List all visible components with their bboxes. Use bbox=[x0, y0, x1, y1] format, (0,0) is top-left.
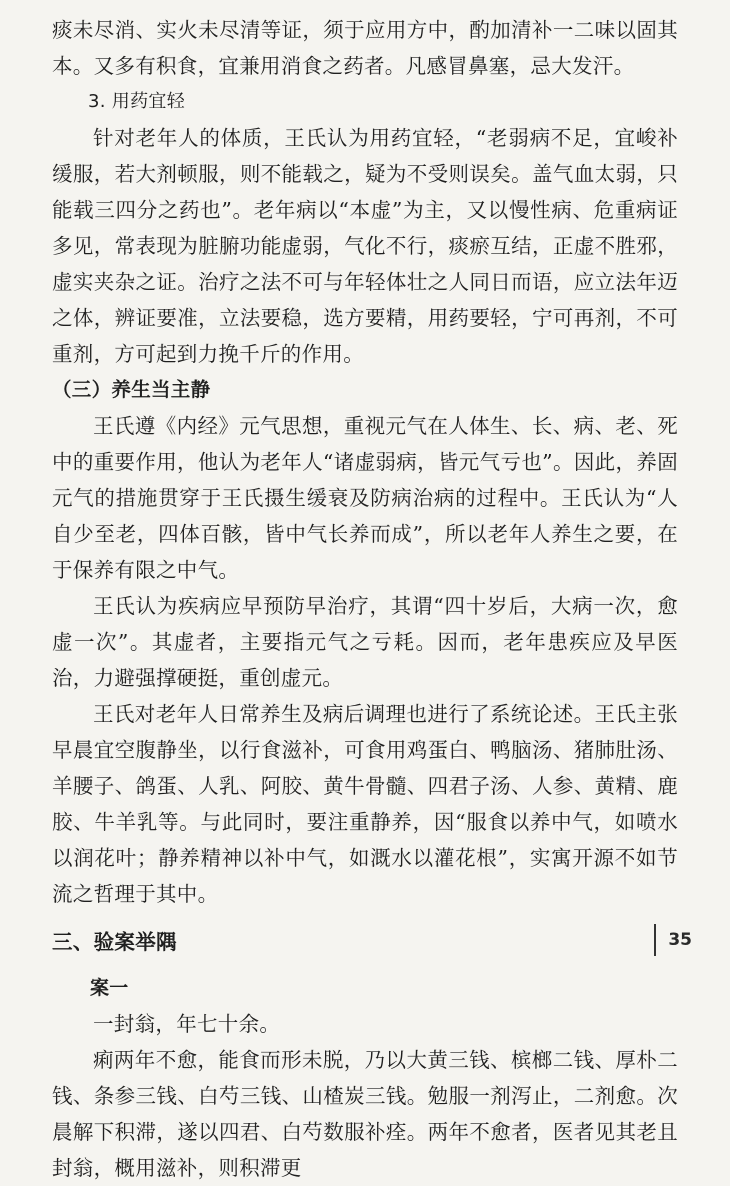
section-heading-nourish-stillness: （三）养生当主静 bbox=[52, 378, 211, 401]
page-footer bbox=[654, 925, 692, 955]
paragraph-case-detail: 痢两年不愈，能食而形未脱，乃以大黄三钱、槟榔二钱、厚朴二钱、条参三钱、白芍三钱、山楂炭三钱。勉服一剂泻止，二剂愈。次晨解下积滞，遂以四君、白芍数服补痊。两年不愈者，医者见其老且封翁，概用滋补，则积滞更 bbox=[52, 1048, 678, 1180]
paragraph-medication: 针对老年人的体质，王氏认为用药宜轻，“老弱病不足，宜峻补缓服，若大剂顿服，则不能载之，疑为不受则误矣。盖气血太弱，只能载三四分之药也”。老年病以“本虚”为主，又以慢性病、危重病证多见，常表现为脏腑功能虚弱，气化不行，痰瘀互结，正虚不胜邪，虚实夹杂之证。治疗之法不可与年轻体壮之人同日而语，应立法年迈之体，辨证要准，立法要稳，选方要精，用药要轻，宁可再剂，不可重剂，方可起到力挽千斤的作用。 bbox=[52, 126, 678, 366]
subheading-medication-light: 3. 用药宜轻 bbox=[88, 91, 185, 112]
paragraph-primordial-qi: 王氏遵《内经》元气思想，重视元气在人体生、长、病、老、死中的重要作用，他认为老年人“诸虚弱病，皆元气亏也”。因此，养固元气的措施贯穿于王氏摄生缓衰及防病治病的过程中。王氏认为“人自少至老，四体百骸，皆中气长养而成”，所以老年人养生之要，在于保养有限之中气。 bbox=[52, 414, 678, 582]
page-body bbox=[52, 12, 678, 1186]
paragraph-daily-care: 王氏对老年人日常养生及病后调理也进行了系统论述。王氏主张早晨宜空腹静坐，以行食滋补，可食用鸡蛋白、鸭脑汤、猪肺肚汤、羊腰子、鸽蛋、人乳、阿胶、黄牛骨髓、四君子汤、人参、黄精、鹿胶、牛羊乳等。与此同时，要注重静养，因“服食以养中气，如喷水以润花叶；静养精神以补中气，如溉水以灌花根”，实寓开源不如节流之哲理于其中。 bbox=[52, 702, 678, 906]
paragraph-continued: 痰未尽消、实火未尽清等证，须于应用方中，酌加清补一二味以固其本。又多有积食，宜兼用消食之药者。凡感冒鼻塞，忌大发汗。 bbox=[52, 18, 678, 78]
paragraph-early-treatment: 王氏认为疾病应早预防早治疗，其谓“四十岁后，大病一次，愈虚一次”。其虚者，主要指元气之亏耗。因而，老年患疾应及早医治，力避强撑硬挺，重创虚元。 bbox=[52, 594, 678, 690]
paragraph-case-intro: 一封翁，年七十余。 bbox=[93, 1012, 281, 1036]
case-heading: 案一 bbox=[90, 977, 129, 999]
main-heading-case-examples: 三、验案举隅 bbox=[52, 930, 177, 954]
footer-divider bbox=[654, 924, 656, 956]
page-number: 35 bbox=[668, 930, 692, 950]
